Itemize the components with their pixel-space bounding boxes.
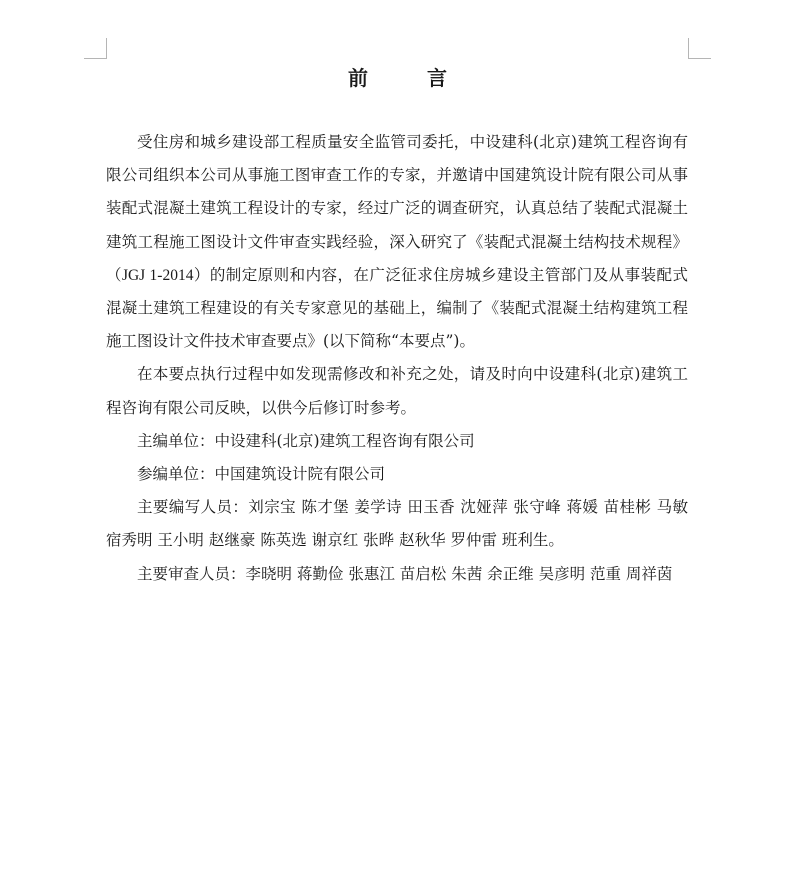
paragraph-intro bbox=[106, 126, 688, 358]
paragraph-feedback: 在本要点执行过程中如发现需修改和补充之处，请及时向中设建科(北京)建筑工程咨询有限公司反映，以供今后修订时参考。 bbox=[106, 365, 688, 417]
crop-mark-top-left bbox=[84, 38, 107, 59]
participating-unit: 参编单位：中国建筑设计院有限公司 bbox=[137, 465, 386, 484]
standard-code: JGJ 1-2014 bbox=[121, 266, 194, 284]
main-authors: 主要编写人员：刘宗宝 陈才堡 姜学诗 田玉香 沈娅萍 张守峰 蒋媛 苗桂彬 马敏 宿秀明 王小明 赵继豪 陈英选 谢京红 张晔 赵秋华 罗仲雷 班利生。 bbox=[106, 498, 688, 550]
paragraph-intro-text-2: ）的制定原则和内容，在广泛征求住房城乡建设主管部门及从事装配式混凝土建筑工程建设的有关专家意见的基础上，编制了《装配式混凝土结构建筑工程施工图设计文件技术审查要点》(以下简称“本要点”)。 bbox=[106, 265, 688, 351]
crop-mark-top-right bbox=[688, 38, 711, 59]
chief-editor-unit: 主编单位：中设建科(北京)建筑工程咨询有限公司 bbox=[137, 431, 475, 450]
document-body bbox=[106, 126, 688, 591]
main-reviewers: 主要审查人员：李晓明 蒋勤俭 张惠江 苗启松 朱茜 余正维 吴彦明 范重 周祥茵 bbox=[137, 564, 673, 583]
page-title: 前 言 bbox=[348, 66, 473, 90]
paragraph-intro-text-1: 受住房和城乡建设部工程质量安全监管司委托，中设建科(北京)建筑工程咨询有限公司组织本公司从事施工图审查工作的专家，并邀请中国建筑设计院有限公司从事装配式混凝土建筑工程设计的专家，经过广泛的调查研究，认真总结了装配式混凝土建筑工程施工图设计文件审查实践经验，深入研究了《装配式混凝土结构技术规程》（ bbox=[106, 133, 688, 284]
